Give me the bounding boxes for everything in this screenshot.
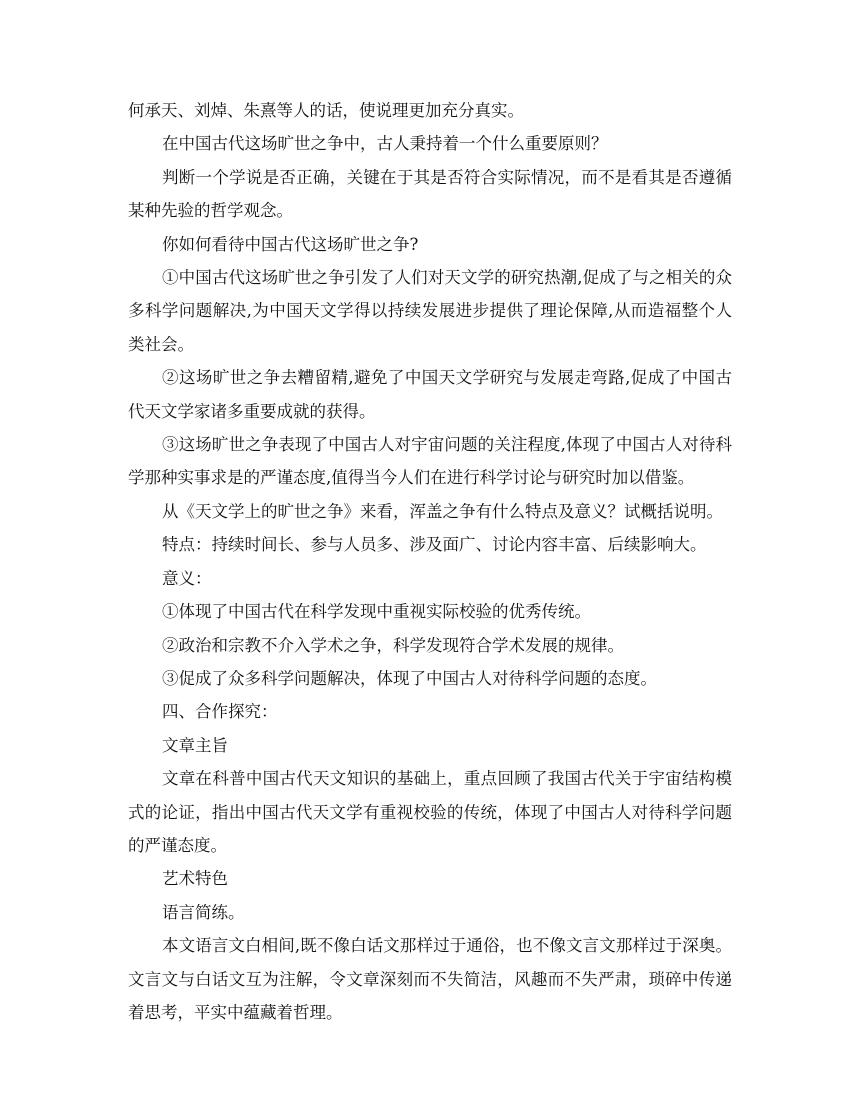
- paragraph-features: 特点：持续时间长、参与人员多、涉及面广、讨论内容丰富、后续影响大。: [162, 535, 707, 555]
- subheading-artistic-features: 艺术特色: [162, 869, 228, 889]
- paragraph-view-point-3: ③这场旷世之争表现了中国古人对宇宙问题的关注程度,体现了中国古人对待科学那种实事求是的严谨态度,值得当今人们在进行科学讨论与研究时加以借鉴。: [128, 435, 732, 488]
- paragraph-question-features: 从《天文学上的旷世之争》来看，浑盖之争有什么特点及意义？试概括说明。: [162, 501, 723, 521]
- paragraph-view-point-2: ②这场旷世之争去糟留精,避免了中国天文学研究与发展走弯路,促成了中国古代天文学家诸多重要成就的获得。: [128, 368, 732, 421]
- paragraph-concise-language: 语言简练。: [162, 902, 245, 922]
- paragraph-view-point-1: ①中国古代这场旷世之争引发了人们对天文学的研究热潮,促成了与之相关的众多科学问题解决,为中国天文学得以持续发展进步提供了理论保障,从而造福整个人类社会。: [128, 268, 732, 354]
- paragraph-significance-3: ③促成了众多科学问题解决，体现了中国古人对待科学问题的态度。: [162, 668, 657, 688]
- paragraph-significance-label: 意义：: [162, 568, 212, 588]
- paragraph-language-style: 本文语言文白相间,既不像白话文那样过于通俗，也不像文言文那样过于深奥。文言文与白话文互为注解，令文章深刻而不失简洁，风趣而不失严肃，琐碎中传递着思考，平实中蕴藏着哲理。: [128, 936, 732, 1022]
- section-heading-cooperative-inquiry: 四、合作探究：: [162, 702, 278, 722]
- paragraph-question-principle: 在中国古代这场旷世之争中，古人秉持着一个什么重要原则？: [162, 134, 608, 154]
- paragraph-answer-principle: 判断一个学说是否正确，关键在于其是否符合实际情况，而不是看其是否遵循某种先验的哲学观念。: [128, 167, 732, 221]
- paragraph-significance-2: ②政治和宗教不介入学术之争，科学发现符合学术发展的规律。: [162, 635, 624, 655]
- paragraph-question-view: 你如何看待中国古代这场旷世之争?: [162, 234, 419, 254]
- paragraph-article-theme: 文章在科普中国古代天文知识的基础上，重点回顾了我国古代关于宇宙结构模式的论证，指出中国古代天文学有重视校验的传统，体现了中国古人对待科学问题的严谨态度。: [128, 769, 732, 855]
- subheading-article-theme: 文章主旨: [162, 735, 228, 755]
- paragraph-continuation: 何承天、刘焯、朱熹等人的话，使说理更加充分真实。: [128, 101, 524, 120]
- paragraph-significance-1: ①体现了中国古代在科学发现中重视实际校验的优秀传统。: [162, 602, 591, 622]
- document-body: [128, 94, 732, 1029]
